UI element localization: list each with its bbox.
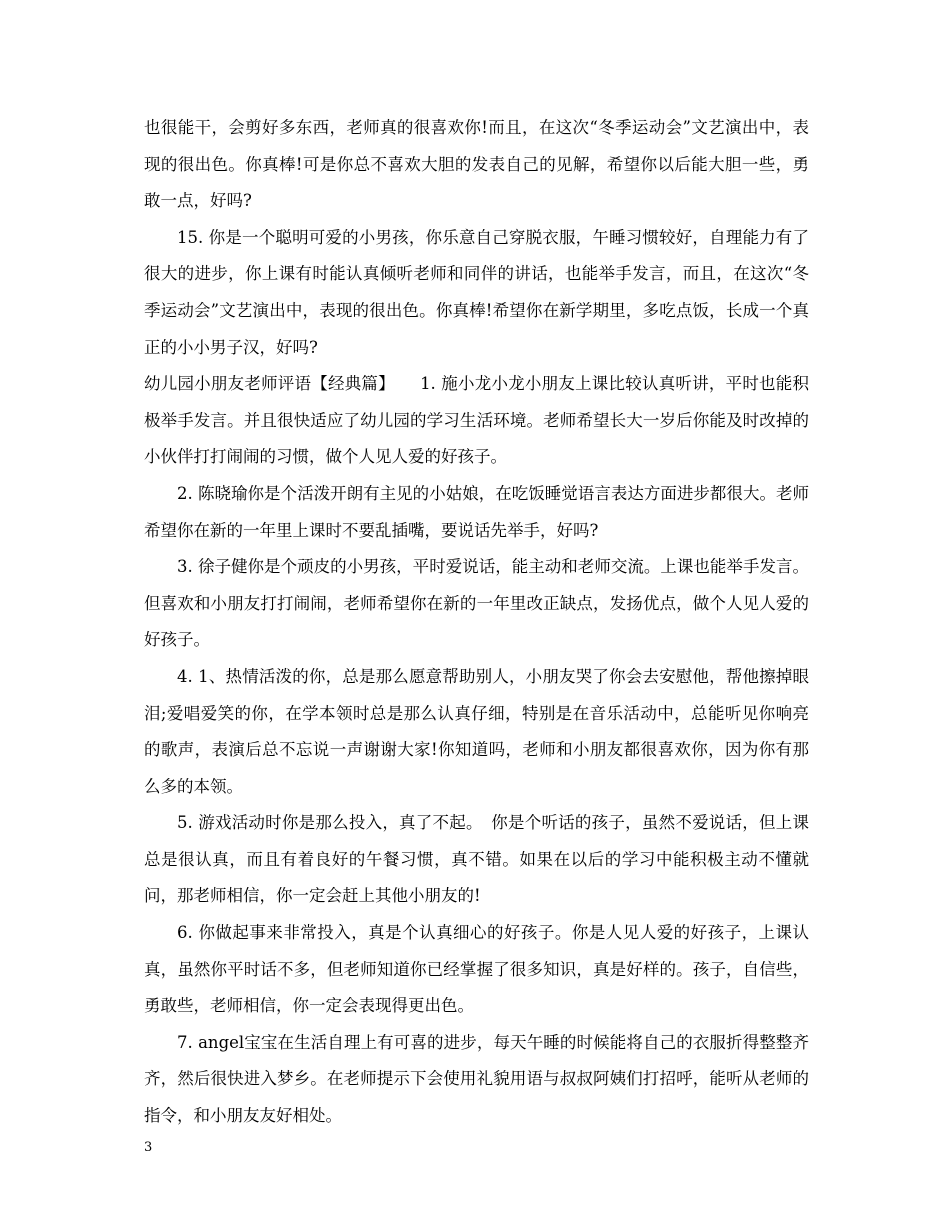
paragraph: 2. 陈晓瑜你是个活泼开朗有主见的小姑娘，在吃饭睡觉语言表达方面进步都很大。老师希望你在新的一年里上课时不要乱插嘴，要说话先举手，好吗?: [144, 483, 809, 540]
paragraph: 3. 徐子健你是个顽皮的小男孩，平时爱说话，能主动和老师交流。上课也能举手发言。但喜欢和小朋友打打闹闹，老师希望你在新的一年里改正缺点，发扬优点，做个人见人爱的好孩子。: [144, 557, 809, 650]
paragraph: 6. 你做起事来非常投入，真是个认真细心的好孩子。你是人见人爱的好孩子，上课认真，虽然你平时话不多，但老师知道你已经掌握了很多知识，真是好样的。孩子，自信些，勇敢些，老师相信，你一定会表现得更出色。: [144, 923, 809, 1016]
paragraph: 15. 你是一个聪明可爱的小男孩，你乐意自己穿脱衣服，午睡习惯较好，自理能力有了很大的进步，你上课有时能认真倾听老师和同伴的讲话，也能举手发言，而且，在这次“冬季运动会”文艺演出中，表现的很出色。你真棒!希望你在新学期里，多吃点饭，长成一个真正的小小男子汉，好吗?: [144, 227, 809, 357]
paragraph: 5. 游戏活动时你是那么投入，真了不起。 你是个听话的孩子，虽然不爱说话，但上课总是很认真，而且有着良好的午餐习惯，真不错。如果在以后的学习中能积极主动不懂就问，那老师相信，你一定会赶上其他小朋友的!: [144, 813, 809, 906]
document-body: [144, 110, 809, 1135]
paragraph: 7. angel宝宝在生活自理上有可喜的进步，每天午睡的时候能将自己的衣服折得整整齐齐，然后很快进入梦乡。在老师提示下会使用礼貌用语与叔叔阿姨们打招呼，能听从老师的指令，和小朋友友好相处。: [144, 1032, 809, 1126]
page-number: 3: [144, 1140, 153, 1155]
paragraph: 幼儿园小朋友老师评语【经典篇】 1. 施小龙小龙小朋友上课比较认真听讲，平时也能积极举手发言。并且很快适应了幼儿园的学习生活环境。老师希望长大一岁后你能及时改掉的小伙伴打打闹闹的习惯，做个人见人爱的好孩子。: [144, 374, 809, 467]
paragraph: 4. 1、热情活泼的你，总是那么愿意帮助别人，小朋友哭了你会去安慰他，帮他擦掉眼泪;爱唱爱笑的你，在学本领时总是那么认真仔细，特别是在音乐活动中，总能听见你响亮的歌声，表演后总不忘说一声谢谢大家!你知道吗，老师和小朋友都很喜欢你，因为你有那么多的本领。: [144, 666, 809, 796]
paragraph: 也很能干，会剪好多东西，老师真的很喜欢你!而且，在这次“冬季运动会”文艺演出中，表现的很出色。你真棒!可是你总不喜欢大胆的发表自己的见解，希望你以后能大胆一些，勇敢一点，好吗?: [144, 118, 809, 211]
